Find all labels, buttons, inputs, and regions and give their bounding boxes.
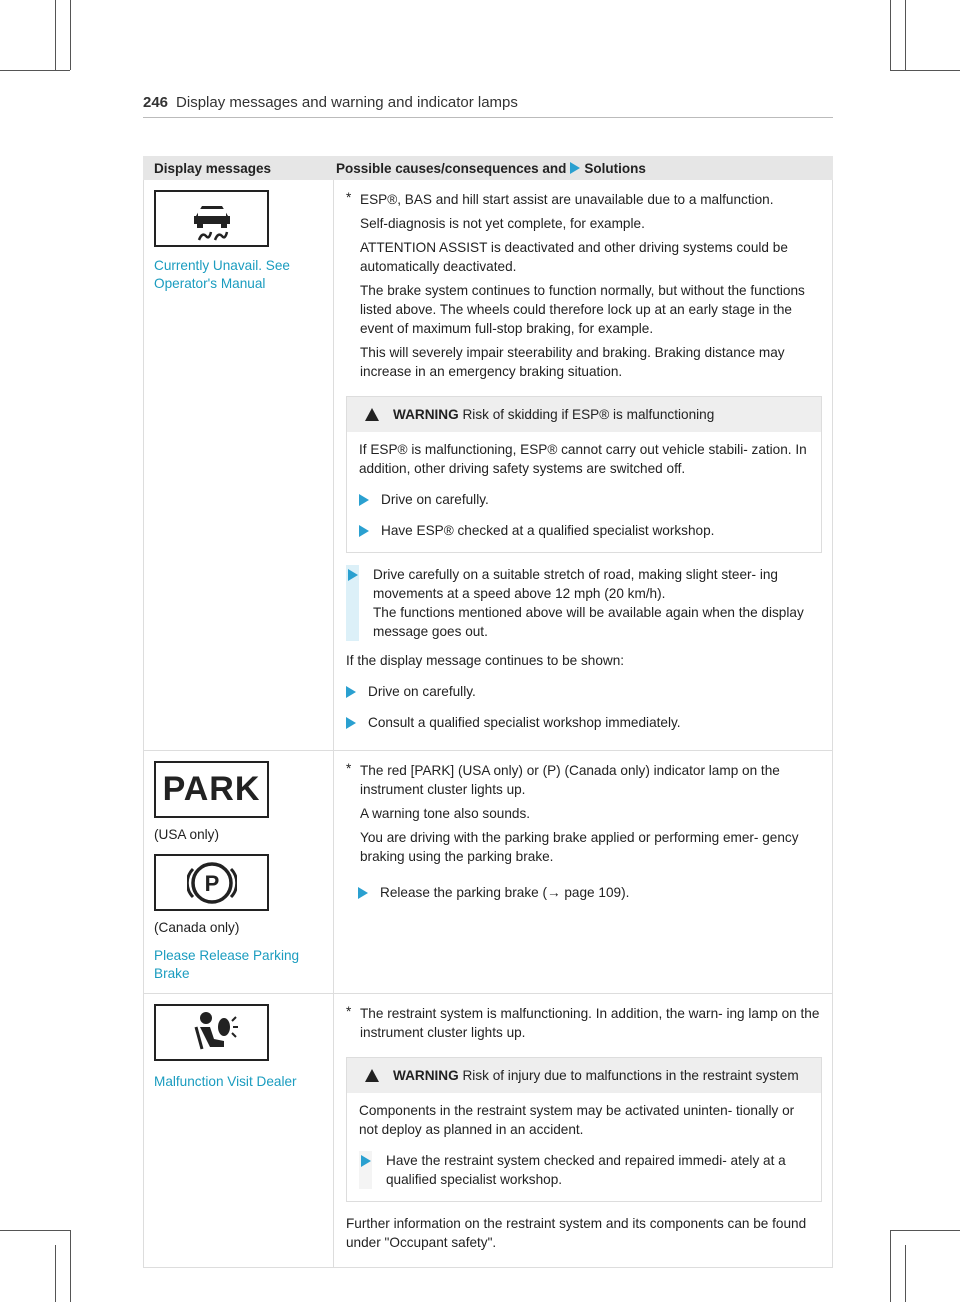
park-brake-canada-icon <box>154 854 269 911</box>
display-message-text: Malfunction Visit Dealer <box>154 1074 297 1089</box>
crop-mark <box>890 1230 960 1231</box>
display-message-cell: PARK (USA only) P (Canada only) Please Release Parking Brake <box>144 751 334 993</box>
airbag-icon <box>154 1004 269 1061</box>
solution-step: Drive on carefully. <box>346 682 822 701</box>
solution-step: Have the restraint system checked and repaired immedi- ately at a qualified specialist workshop. <box>359 1151 809 1189</box>
table-header <box>143 156 833 180</box>
arrow-icon <box>346 686 356 698</box>
warning-header: WARNING Risk of skidding if ESP® is malfunctioning <box>347 397 821 432</box>
arrow-icon <box>348 569 358 581</box>
arrow-icon <box>361 1155 371 1167</box>
crop-mark <box>890 70 960 71</box>
warning-triangle-icon <box>365 1069 379 1082</box>
page-header <box>143 94 518 111</box>
solutions-cell: * ESP®, BAS and hill start assist are unavailable due to a malfunction. Self-diagnosis is not yet complete, for example. ATTENTION ASSIST is deactivated and other driving systems could be automatically deactivated. The brake system continues to function normally, but without the functions listed above. The wheels could therefore lock up at an early stage in the event of maximum full-stop braking, for example. This will severely impair steerability and braking. Braking distance may increase in an emergency braking situation. WARNING Risk of skidding if ESP® is malfunctioning If ESP® is malfunctioning, ESP® cannot carry out vehicle stabili- zation. In addition, other driving safety systems are switched off. Drive on carefully. Have ESP® checked at a qualified specialist workshop. Drive carefully on a suitable stretch of road, making slight steer- ing movements at a speed above 12 mph (20 km/h). The functions mentioned above will be available again when the display message goes out. If the display message continues to be shown: Drive on carefully. Consult a qualified specialist workshop immediately. <box>334 180 832 750</box>
warning-triangle-icon <box>365 408 379 421</box>
display-message-cell <box>144 994 334 1267</box>
crop-mark <box>905 1245 906 1302</box>
solution-step: Drive carefully on a suitable stretch of road, making slight steer- ing movements at a speed above 12 mph (20 km/h). The functions mentioned above will be available again when the display message goes out. <box>346 565 822 641</box>
table-row <box>143 751 833 994</box>
warning-body: If ESP® is malfunctioning, ESP® cannot carry out vehicle stabili- zation. In addition, other driving safety systems are switched off. Drive on carefully. Have ESP® checked at a qualified specialist workshop. <box>347 432 821 552</box>
arrow-icon <box>346 717 356 729</box>
display-message-text: Please Release Parking Brake <box>154 948 300 981</box>
crop-mark <box>0 70 70 71</box>
crop-mark <box>890 0 891 70</box>
park-brake-usa-icon: PARK <box>154 761 269 818</box>
page-number: 246 <box>143 94 169 111</box>
display-message-cell <box>144 180 334 750</box>
crop-mark <box>70 0 71 70</box>
svg-text:P: P <box>204 870 219 896</box>
cause-item: * ESP®, BAS and hill start assist are unavailable due to a malfunction. Self-diagnosis is not yet complete, for example. ATTENTION ASSIST is deactivated and other driving systems could be automatically deactivated. The brake system continues to function normally, but without the functions listed above. The wheels could therefore lock up at an early stage in the event of maximum full-stop braking, for example. This will severely impair steerability and braking. Braking distance may increase in an emergency braking situation. <box>346 190 805 379</box>
warning-header: WARNING Risk of injury due to malfunctions in the restraint system <box>347 1058 821 1093</box>
warning-body: Components in the restraint system may be activated uninten- tionally or not deploy as planned in an accident. Have the restraint system checked and repaired immedi- ately at a qualified specialist workshop. <box>347 1093 821 1201</box>
table-row <box>143 180 833 751</box>
solutions-cell <box>334 751 832 993</box>
crop-mark <box>55 1245 56 1302</box>
solutions-cell: * The restraint system is malfunctioning. In addition, the warn- ing lamp on the instrument cluster lights up. WARNING Risk of injury due to malfunctions in the restraint system Components in the restraint system may be activated uninten- tionally or not deploy as planned in an accident. Have the restraint system checked and repaired immedi- ately at a qualified specialist workshop. Further information on the restraint system and its components can be found under "Occupant safety". <box>334 994 832 1267</box>
page-title: Display messages and warning and indicator lamps <box>176 94 518 111</box>
warning-box <box>346 396 822 553</box>
crop-mark <box>55 0 56 70</box>
col-header-solutions: Possible causes/consequences and Solutions <box>336 160 646 176</box>
solution-step: Drive on carefully. <box>359 490 809 509</box>
crop-mark <box>0 1230 70 1231</box>
warning-box <box>346 1057 822 1202</box>
solution-step: Have ESP® checked at a qualified specialist workshop. <box>359 521 809 540</box>
crop-mark <box>905 0 906 70</box>
cause-item: * The red [PARK] (USA only) or (P) (Canada only) indicator lamp on the instrument cluster lights up. A warning tone also sounds. You are driving with the parking brake applied or performing emer- gency braking using the parking brake. <box>346 761 799 864</box>
solution-step: Consult a qualified specialist workshop immediately. <box>346 713 822 732</box>
arrow-icon <box>359 494 369 506</box>
messages-table <box>143 156 833 1268</box>
arrow-icon <box>358 887 368 899</box>
crop-mark <box>890 1230 891 1302</box>
table-row <box>143 994 833 1268</box>
header-rule <box>143 117 833 118</box>
cause-item: * The restraint system is malfunctioning. In addition, the warn- ing lamp on the instrument cluster lights up. <box>346 1004 820 1040</box>
display-message-text: Currently Unavail. See Operator's Manual <box>154 258 290 291</box>
arrow-icon <box>570 162 580 174</box>
crop-mark <box>70 1230 71 1302</box>
col-header-display-messages: Display messages <box>154 160 272 176</box>
esp-off-icon <box>154 190 269 247</box>
solution-step: Release the parking brake (→ page 109). <box>346 883 822 902</box>
arrow-icon <box>359 525 369 537</box>
